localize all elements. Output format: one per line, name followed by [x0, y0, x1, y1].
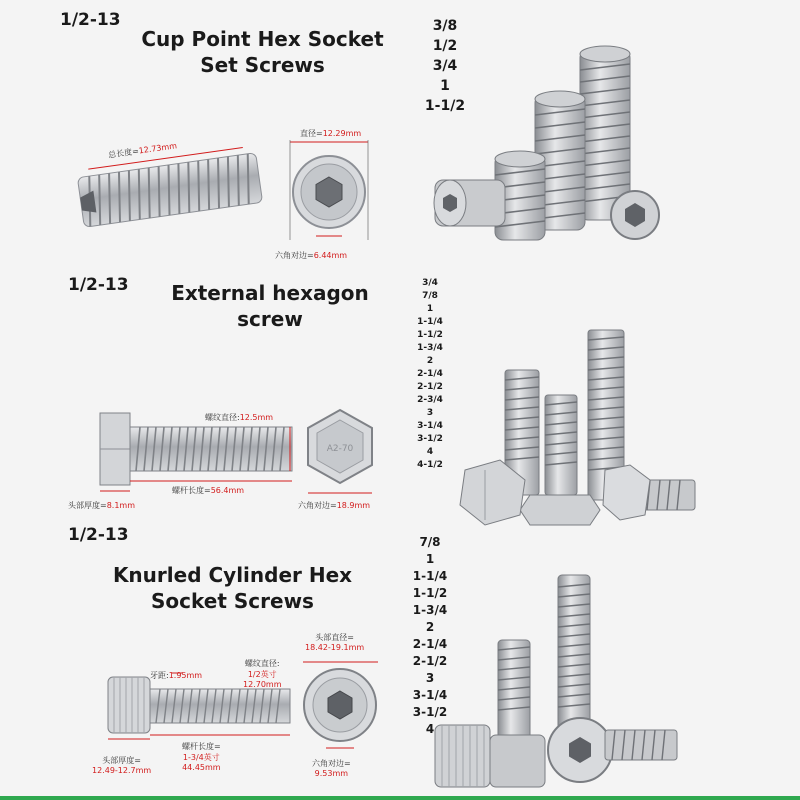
size-item: 3-1/4: [412, 688, 448, 702]
shank-length-label-3: 螺杆长度= 1-3/4英寸 44.45mm: [182, 742, 221, 772]
size-item: 2-1/2: [417, 382, 443, 392]
hex-across-flats-label-1: 六角对边=6.44mm: [275, 251, 348, 260]
shank-length-label: 螺杆长度=56.4mm: [172, 486, 245, 495]
section2-title-line2: screw: [237, 307, 303, 331]
size-item: 4-1/2: [417, 460, 443, 470]
socket-screws-photo: [430, 565, 685, 793]
hex-bolts-photo: [425, 320, 710, 530]
size-item: 1-3/4: [412, 603, 448, 617]
size-item: 3/4: [432, 58, 458, 74]
size-item: 1-1/2: [412, 586, 448, 600]
size-item: 2-1/4: [412, 637, 448, 651]
hex-bolt-end-view: [300, 405, 380, 500]
section3-spec: 1/2-13: [68, 525, 129, 545]
size-item: 3/4: [422, 278, 438, 288]
pitch-label: 牙距:1.95mm: [150, 671, 203, 680]
size-item: 3-1/4: [417, 421, 443, 431]
size-item: 2: [425, 620, 435, 634]
section1-title: [140, 26, 385, 78]
set-screw-side-view: [70, 140, 270, 235]
thread-diameter-label-3: 螺纹直径: 1/2英寸 12.70mm: [243, 659, 282, 689]
size-item: 1-1/2: [424, 98, 466, 114]
size-item: 1/2: [432, 38, 458, 54]
socket-screw-end-view: [298, 660, 383, 755]
size-item: 2-3/4: [417, 395, 443, 405]
size-item: 3-1/2: [417, 434, 443, 444]
thread-diameter-label: 螺纹直径:12.5mm: [205, 413, 274, 422]
head-diameter-label: 头部直径= 18.42-19.1mm: [305, 633, 365, 652]
size-item: 2: [426, 356, 434, 366]
section1-title-line2: Set Screws: [200, 53, 325, 77]
section1-spec: 1/2-13: [60, 10, 121, 30]
size-item: 7/8: [422, 291, 438, 301]
section1-title-line1: Cup Point Hex Socket: [141, 27, 384, 51]
size-item: 1: [440, 78, 450, 94]
diameter-label: 直径=12.29mm: [300, 129, 362, 138]
size-item: 3: [426, 408, 434, 418]
size-item: 4: [425, 722, 435, 736]
size-item: 1-3/4: [417, 343, 443, 353]
size-item: 1-1/4: [412, 569, 448, 583]
size-item: 1-1/4: [417, 317, 443, 327]
section2-title: [165, 280, 375, 332]
size-item: 3-1/2: [412, 705, 448, 719]
size-item: 7/8: [419, 535, 441, 549]
size-item: 1: [425, 552, 435, 566]
bottom-accent-bar: [0, 796, 800, 800]
size-item: 1: [426, 304, 434, 314]
section3-title-line1: Knurled Cylinder Hex: [112, 563, 353, 587]
size-item: 1-1/2: [417, 330, 443, 340]
svg-text:A2-70: A2-70: [326, 444, 354, 454]
size-item: 3: [425, 671, 435, 685]
section2-spec: 1/2-13: [68, 275, 129, 295]
section3-title: [105, 562, 360, 614]
section2-title-line1: External hexagon: [171, 281, 369, 305]
set-screw-end-view: [280, 140, 380, 250]
head-thickness-label: 头部厚度=8.1mm: [68, 501, 136, 510]
size-item: 4: [426, 447, 434, 457]
total-length-label: 总长度=12.73mm: [107, 141, 178, 160]
size-item: 2-1/2: [412, 654, 448, 668]
size-item: 3/8: [432, 18, 458, 34]
hex-across-flats-label-2: 六角对边=18.9mm: [298, 501, 371, 510]
section3-title-line2: Socket Screws: [151, 589, 314, 613]
hex-across-flats-label-3: 六角对边= 9.53mm: [312, 759, 351, 778]
size-item: 2-1/4: [417, 369, 443, 379]
set-screws-photo: [420, 40, 665, 250]
head-thickness-label-3: 头部厚度= 12.49-12.7mm: [92, 756, 152, 775]
